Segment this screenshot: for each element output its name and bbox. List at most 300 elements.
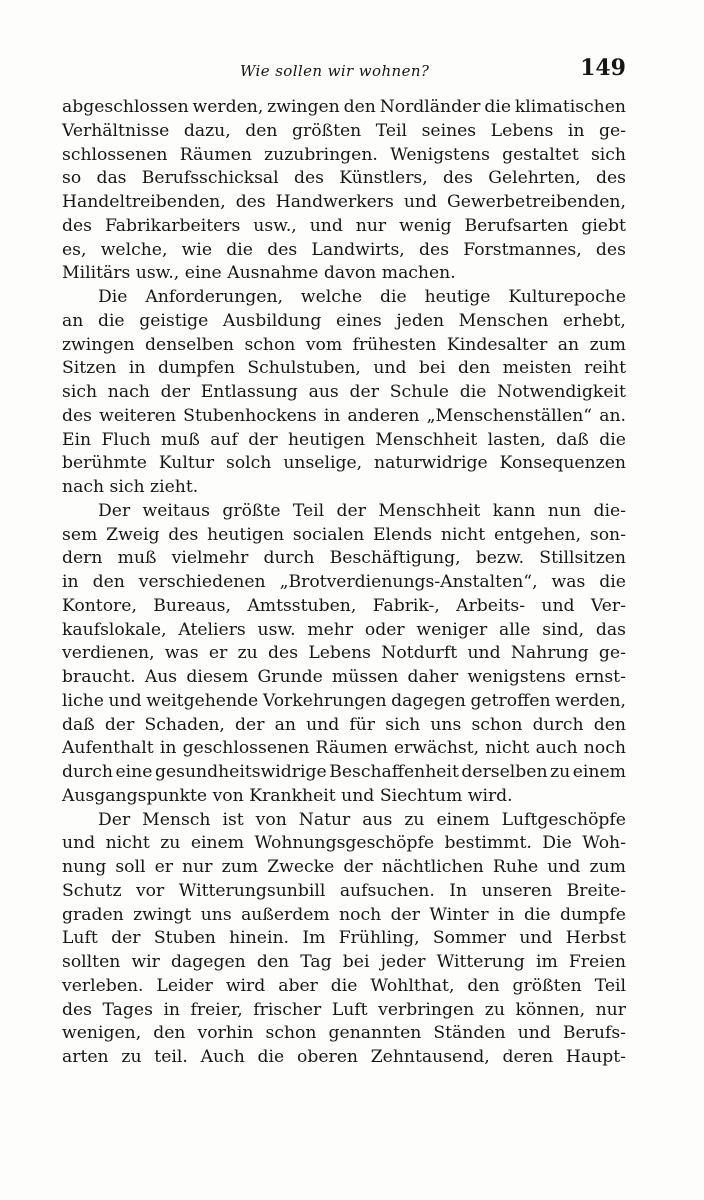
word: zuzubringen. [264,144,378,165]
word: Kontore, [62,595,137,616]
word: Aufenthalt [62,738,154,759]
word: Beschaffenheit [329,762,459,782]
text-line [62,690,626,714]
word: usw. [257,619,296,640]
word: bei [418,358,446,379]
word: dagegen [391,690,466,711]
word: des [62,215,92,236]
word: vom [305,334,343,355]
word: zum [589,857,626,877]
word: Räumen [179,144,252,165]
word: Witterung [436,952,525,972]
word: können, [515,999,586,1020]
word: wird. [467,785,513,806]
word: Natur [298,809,351,830]
text-line [62,524,626,548]
word: des [442,168,473,189]
word: geistige [139,310,209,331]
word: dagegen [171,952,246,972]
word: nur [355,215,387,236]
word: Wohnungsgeschöpfe [254,833,435,854]
word: geschlossenen [182,738,310,759]
word: das [96,168,127,189]
word: Nordländer [379,97,481,117]
word: Schulstuben, [247,358,361,379]
word: Verhältnisse [62,120,170,141]
word: nun [547,500,582,521]
word: weiteren [99,405,177,426]
word: nach [62,477,105,497]
word: machen. [381,263,456,284]
word: frühesten [352,334,437,355]
word: ge- [598,643,626,664]
word: socialen [292,524,365,545]
word: und [547,857,581,877]
word: lasten, [487,429,546,450]
word: sollten [62,952,121,972]
text-line [62,737,626,761]
word: reiht [584,358,626,379]
word: aber [278,975,318,996]
word: werden, [192,97,264,117]
word: zum [221,857,259,877]
word: Notwendigkeit [497,382,626,402]
word: Tages [102,999,153,1020]
word: und [309,215,343,236]
word: schon [244,334,296,355]
word: sich [109,477,145,497]
word: Gelehrten, [488,168,581,189]
word: berühmte [62,453,147,474]
word: Nahrung [510,643,589,664]
word: Luftgeschöpfe [501,809,626,830]
word: des [419,239,450,260]
text-line [62,666,626,690]
word: Woh- [582,833,626,854]
word: und [517,1023,551,1044]
word: Kindesalter [446,334,548,355]
word: das [595,619,626,640]
word: zu [550,762,571,782]
word: Ausgangspunkte [62,785,208,806]
word: die [257,1047,285,1067]
word: noch [583,738,626,759]
word: den [467,975,500,996]
word: auch [535,738,578,759]
word: nach [107,382,150,402]
word: der [336,500,366,521]
word: Luft [331,999,368,1020]
word: Sommer [432,928,506,949]
word: erhebt, [562,310,626,331]
word: son- [589,524,626,545]
word: aus [308,382,339,402]
word: die [459,382,487,402]
word: sind, [542,619,585,640]
text-line [62,999,626,1023]
word: abgeschlossen [62,97,189,117]
word: Notdurft [381,643,458,664]
word: in [62,572,79,592]
word: die [599,429,626,450]
word: meisten [502,358,572,379]
word: uns [200,904,232,925]
word: Leider [156,975,213,996]
word: sich [385,714,421,735]
word: Stuben [153,928,216,949]
word: den [245,120,278,141]
text-line [62,405,626,429]
word: Anforderungen, [145,287,283,307]
word: diesem [186,667,249,687]
word: an [557,334,580,355]
word: teil. [154,1047,188,1067]
word: Beschäftigung, [329,548,461,569]
word: Ausnahme [227,263,319,284]
word: daß [62,714,95,735]
word: zwingt [133,904,192,925]
word: nur [182,857,213,877]
word: davon [323,263,377,284]
word: werden, [555,690,626,711]
word: sich [590,144,626,165]
word: verdienen, [62,643,155,664]
text-line [62,832,626,856]
text-line [62,785,626,809]
word: Witterungsunbill [178,880,326,901]
text-line [62,880,626,904]
word: freier, [190,999,243,1020]
word: erwächst, [393,738,480,759]
word: und [62,833,96,854]
text-line [62,714,626,738]
word: usw., [135,263,180,284]
word: genannten [328,1023,422,1044]
word: verleben. [62,975,144,996]
word: nächtlichen [381,857,484,877]
word: die [97,310,125,331]
word: weitaus [142,500,210,521]
word: Ruhe [492,857,539,877]
word: Stubenhockens [183,405,317,426]
word: jeder [380,952,426,972]
word: derselben [461,762,548,782]
word: giebt [581,215,626,236]
word: ist [222,809,244,830]
word: zu [237,643,258,664]
word: Ein [62,429,92,450]
word: die [380,287,407,307]
word: im [535,952,558,972]
text-line [62,1046,626,1070]
text-line [62,761,626,785]
word: Krankheit [249,785,336,806]
text-line [62,286,626,310]
word: Handeltreibenden, [62,192,226,212]
word: verschiedenen [138,572,266,592]
word: dazu, [183,120,231,141]
word: welche, [100,239,168,260]
word: In [449,880,468,901]
word: zu [121,1047,142,1067]
word: Zweig [106,524,160,545]
word: muß [161,429,200,450]
word: an. [599,405,626,426]
word: nur [595,999,626,1020]
text-line [62,476,626,500]
text-line [62,334,626,358]
word: uns [430,714,462,735]
word: liche [62,690,104,711]
word: Militärs [62,263,131,284]
word: der [343,857,373,877]
word: dern [62,548,103,569]
word: gestaltet [502,144,579,165]
word: frischer [253,999,322,1020]
word: Ver- [590,595,626,616]
word: an [62,310,84,331]
word: von [212,785,244,806]
word: Entlassung [200,382,298,402]
text-line [62,904,626,928]
word: müssen [332,667,399,687]
word: der [104,714,135,735]
word: Im [302,928,326,949]
text-line [62,951,626,975]
word: Gewerbetreibenden, [447,192,626,212]
word: unseren [481,880,553,901]
word: Sitzen [62,358,117,379]
word: was [164,643,199,664]
word: zieht. [150,477,199,497]
word: noch [339,904,382,925]
word: zum [589,334,626,355]
text-line [62,262,626,286]
running-head: Wie sollen wir wohnen? [240,62,430,80]
word: für [349,714,376,735]
word: Fabrik-, [372,595,440,616]
text-line [62,927,626,951]
word: in [128,358,146,379]
word: eine [115,762,153,782]
word: mehr [307,619,354,640]
word: graden [62,904,124,925]
word: Grunde [257,667,323,687]
word: Freien [568,952,626,972]
word: und [373,358,407,379]
word: Fluch [101,429,151,450]
word: und [403,192,437,212]
word: schlossenen [62,144,168,165]
word: Landwirts, [311,239,405,260]
word: Wenigstens [390,144,490,165]
word: größte [222,500,281,521]
text-line [62,500,626,524]
text-line [62,1022,626,1046]
word: gesundheitswidrige [154,762,327,782]
word: des [595,168,626,189]
text-line [62,167,626,191]
word: Ausbildung [222,310,322,331]
word: Siechtum [379,785,463,806]
word: kann [492,500,536,521]
word: Lebens [490,120,554,141]
text-line [62,96,626,120]
word: auf [210,429,238,450]
word: Räumen [315,738,388,759]
word: es, [62,239,87,260]
word: Breite- [566,880,626,901]
word: dumpfen [157,358,235,379]
word: zu [404,809,425,830]
word: nung [62,857,107,877]
word: und [541,595,575,616]
word: Zehntausend, [370,1047,490,1067]
word: verbringen [378,999,475,1020]
text-line [62,215,626,239]
word: zu [484,999,505,1020]
word: Künstlers, [339,168,428,189]
word: Zwecke [267,857,335,877]
word: der [349,382,379,402]
word: der [248,429,278,450]
word: Vorkehrungen [262,690,387,711]
text-line [62,975,626,999]
word: Der [98,809,131,830]
word: oder [364,619,405,640]
word: Lebens [308,643,371,664]
word: die [330,975,358,996]
word: des [595,239,626,260]
word: naturwidrige [374,453,488,474]
word: aufsuchen. [339,880,435,901]
word: der [160,382,190,402]
word: des [62,405,92,426]
word: durch [532,714,584,735]
word: Ständen [433,1023,506,1044]
word: sem [62,524,98,545]
word: entgehen, [493,524,582,545]
word: weitgehende [146,690,259,711]
word: einem [190,833,245,854]
word: bezw. [475,548,525,569]
word: eine [184,263,222,284]
word: und [306,714,340,735]
word: ernst- [574,667,626,687]
word: er [208,643,228,664]
word: die- [593,500,626,521]
word: des [168,524,199,545]
word: Mensch [142,809,211,830]
text-line [62,619,626,643]
word: jeden [396,310,445,331]
text-line [62,191,626,215]
word: den [256,952,290,972]
word: usw., [253,215,297,236]
word: den [343,97,376,117]
word: Menschheit [378,500,481,521]
word: Menschen [458,310,549,331]
word: des [268,643,299,664]
word: einem [572,762,626,782]
word: unselige, [283,453,363,474]
word: in [159,738,177,759]
word: größten [292,120,362,141]
word: „Menschenställen“ [426,405,593,426]
word: zwingen [62,334,135,355]
word: Berufsarten [464,215,569,236]
word: in [163,999,181,1020]
word: zu [160,833,181,854]
word: heutigen [207,524,285,545]
word: des [293,168,324,189]
word: vor [135,880,165,901]
word: Forstmannes, [463,239,582,260]
word: dumpfe [559,904,626,925]
word: denselben [145,334,234,355]
word: Menschheit [375,429,478,450]
word: heutige [424,287,491,307]
word: Berufsschicksal [141,168,279,189]
word: in [497,904,515,925]
word: durch [263,548,315,569]
word: soll [115,857,146,877]
word: was [551,572,586,592]
word: so [62,168,82,189]
word: Winter [429,904,489,925]
text-line [62,642,626,666]
word: wir [131,952,160,972]
word: Teil [292,500,325,521]
word: schon [265,1023,317,1044]
page-number: 149 [580,55,626,81]
word: außerdem [241,904,330,925]
word: Arbeits- [456,595,526,616]
word: Schaden, [144,714,225,735]
text-line [62,381,626,405]
text-line [62,809,626,833]
word: vorhin [197,1023,254,1044]
text-line [62,452,626,476]
word: zwingen [267,97,340,117]
word: Schutz [62,880,122,901]
word: sich [62,382,98,402]
word: Aus [144,667,178,687]
word: nicht [485,738,530,759]
word: solch [226,453,272,474]
text-line [62,571,626,595]
word: arten [62,1047,109,1067]
word: größten [512,975,582,996]
text-line [62,120,626,144]
word: daher [407,667,459,687]
word: welche [300,287,363,307]
word: und [341,785,375,806]
word: der [390,904,420,925]
word: Teil [594,975,626,996]
word: und [519,928,553,949]
word: seines [421,120,477,141]
word: wenigstens [467,667,566,687]
word: Handwerkers [275,192,394,212]
word: und [108,690,142,711]
word: alle [499,619,531,640]
word: wird [225,975,266,996]
word: getroffen [470,690,551,711]
word: des [235,192,266,212]
word: von [255,809,287,830]
text-line [62,357,626,381]
